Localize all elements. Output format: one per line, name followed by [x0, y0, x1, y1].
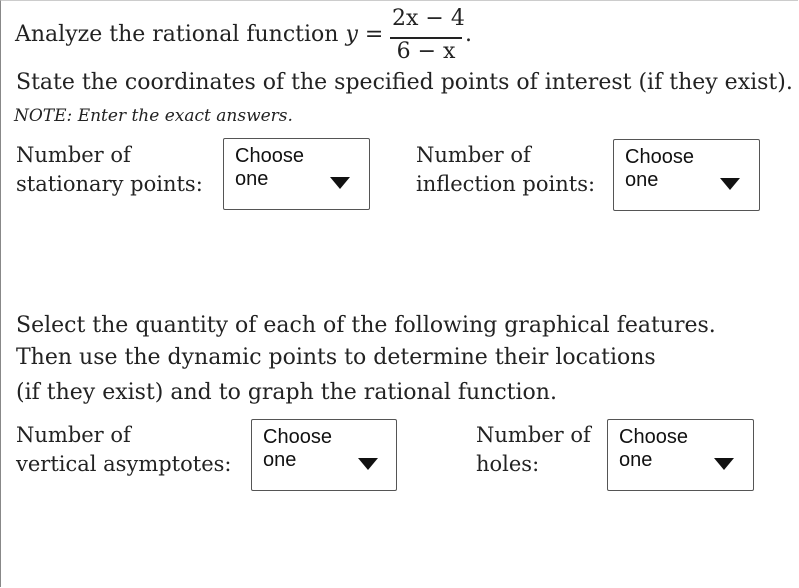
stationary-points-label — [16, 141, 203, 199]
intro-text: Analyze the rational function — [15, 22, 339, 47]
question-intro — [15, 22, 383, 47]
inflection-label-line2: inflection points: — [416, 172, 596, 196]
holes-select[interactable] — [607, 419, 754, 491]
vertical-label-line2: vertical asymptotes: — [16, 452, 232, 476]
vertical-asymptotes-select[interactable] — [251, 419, 397, 491]
holes-label — [476, 421, 591, 479]
holes-label-line2: holes: — [476, 452, 540, 476]
vertical-select-value: Choose one — [263, 426, 332, 471]
stationary-points-select[interactable] — [223, 138, 370, 210]
chevron-down-icon — [720, 178, 740, 190]
inflection-points-label — [416, 141, 595, 199]
equals-sign: = — [364, 22, 384, 47]
stationary-label-line1: Number of — [16, 143, 131, 167]
fraction-period: . — [465, 22, 472, 47]
inflection-points-select[interactable] — [613, 139, 760, 211]
holes-select-value: Choose one — [619, 426, 688, 471]
features-line-1: Select the quantity of each of the following graphical features. — [16, 313, 716, 338]
stationary-select-value: Choose one — [235, 145, 304, 190]
inflection-select-value: Choose one — [625, 146, 694, 191]
function-fraction — [390, 6, 465, 66]
instruction-text: State the coordinates of the specified points of interest (if they exist). — [16, 70, 793, 95]
holes-label-line1: Number of — [476, 423, 591, 447]
vertical-label-line1: Number of — [16, 423, 131, 447]
inflection-label-line1: Number of — [416, 143, 531, 167]
stationary-label-line2: stationary points: — [16, 172, 203, 196]
vertical-asymptotes-label — [16, 421, 231, 479]
chevron-down-icon — [330, 177, 350, 189]
chevron-down-icon — [714, 458, 734, 470]
features-line-2: Then use the dynamic points to determine their locations — [16, 345, 656, 370]
chevron-down-icon — [358, 458, 378, 470]
note-text: NOTE: Enter the exact answers. — [14, 106, 293, 126]
fraction-numerator: 2x − 4 — [392, 6, 465, 31]
fraction-denominator: 6 − x — [396, 39, 456, 64]
features-line-3: (if they exist) and to graph the rational function. — [16, 380, 557, 405]
function-variable: y — [345, 22, 358, 47]
